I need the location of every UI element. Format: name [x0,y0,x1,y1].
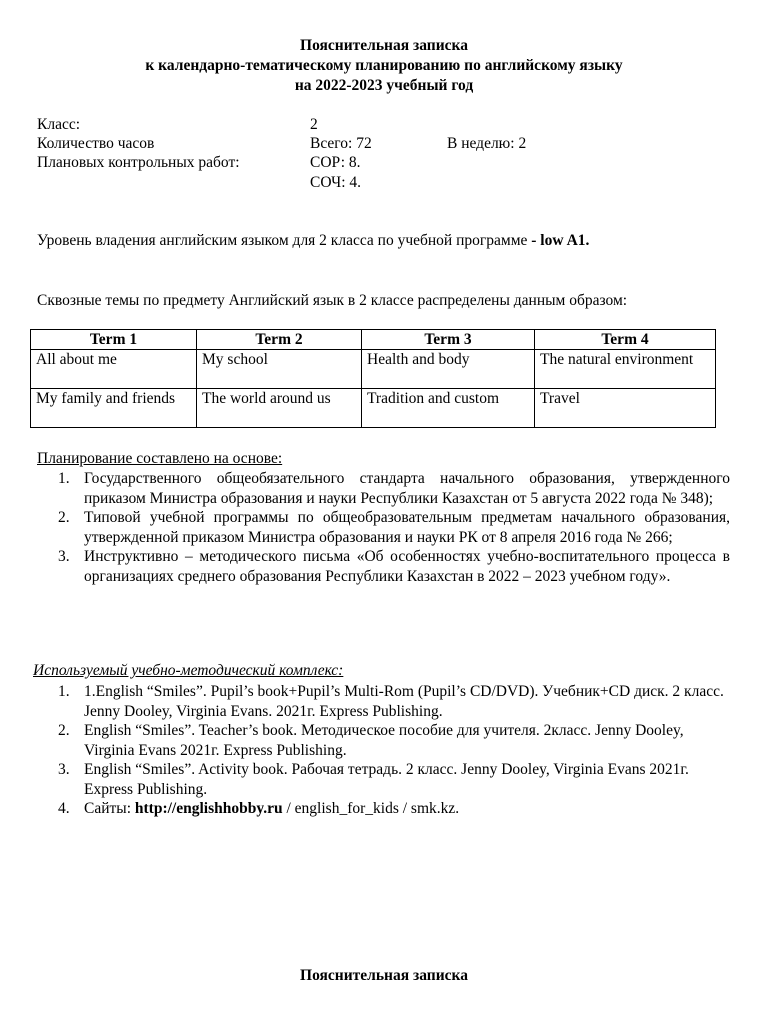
list-number: 3. [58,761,70,778]
term-header: Term 1 [31,330,197,350]
complex-heading: Используемый учебно-методический комплекс: [33,662,344,679]
basis-list [0,469,730,586]
hours-total: Всего: 72 [310,135,372,152]
list-text: Государственного общеобязательного стандарта начального образования, утвержденного приказом Министра образования и науки Республики Казахстан от 5 августа 2022 года № 348); [84,470,730,507]
list-item [0,760,730,799]
sites-prefix: Сайты: [84,800,135,817]
list-item [0,508,730,547]
terms-table [30,329,716,428]
level-value: - low A1. [531,232,590,249]
table-cell: My school [197,350,362,389]
list-number: 1. [58,470,70,487]
list-text: 1.English “Smiles”. Pupil’s book+Pupil’s Multi-Rom (Pupil’s CD/DVD). Учебник+CD диск. 2 класс. Jenny Dooley, Virginia Evans. 2021г. Express Publishing. [84,683,724,720]
table-cell: My family and friends [31,389,197,428]
hours-week: В неделю: 2 [447,135,527,152]
next-page-title: Пояснительная записка [300,967,468,984]
title-line-1: Пояснительная записка [300,37,468,54]
table-row [31,389,716,428]
soch-count: СОЧ: 4. [310,174,362,191]
list-item [0,547,730,586]
table-cell: Health and body [362,350,535,389]
list-number: 3. [58,548,70,565]
list-item [0,469,730,508]
list-item [0,682,730,721]
table-row [31,350,716,389]
list-text: Инструктивно – методического письма «Об особенностях учебно-воспитательного процесса в организациях среднего образования Республики Казахстан в 2022 – 2023 учебном году». [84,548,730,585]
title-line-2: к календарно-тематическому планированию по английскому языку [145,57,623,74]
term-header: Term 4 [535,330,716,350]
hours-label: Количество часов [37,135,155,152]
list-text: English “Smiles”. Teacher’s book. Методическое пособие для учителя. 2класс. Jenny Dooley, Virginia Evans 2021г. Express Publishing. [84,722,684,759]
list-number: 1. [58,683,70,700]
term-header: Term 3 [362,330,535,350]
class-label: Класс: [37,116,81,133]
sites-rest: / english_for_kids / smk.kz. [282,800,460,817]
list-number: 4. [58,800,70,817]
complex-list [0,682,730,819]
table-cell: The world around us [197,389,362,428]
list-text: Типовой учебной программы по общеобразовательным предметам начального образования, утвержденной приказом Министра образования и науки РК от 8 апреля 2016 года № 266; [84,509,730,546]
term-header: Term 2 [197,330,362,350]
list-text: English “Smiles”. Activity book. Рабочая тетрадь. 2 класс. Jenny Dooley, Virginia Evans 2021г. Express Publishing. [84,761,689,798]
list-number: 2. [58,722,70,739]
table-cell: Tradition and custom [362,389,535,428]
title-line-3: на 2022-2023 учебный год [294,77,474,94]
table-cell: Travel [535,389,716,428]
level-text: Уровень владения английским языком для 2 класса по учебной программе [37,232,532,249]
sites-link[interactable]: http://englishhobby.ru [134,800,283,817]
level-statement [37,231,589,251]
class-value: 2 [310,116,318,133]
list-number: 2. [58,509,70,526]
basis-heading: Планирование составлено на основе: [37,450,283,467]
table-cell: All about me [31,350,197,389]
table-cell: The natural environment [535,350,716,389]
document-title [0,36,768,96]
sor-count: СОР: 8. [310,154,361,171]
list-item [0,799,730,819]
tests-label: Плановых контрольных работ: [37,154,240,171]
list-item [0,721,730,760]
terms-header-row [31,330,716,350]
topics-intro: Сквозные темы по предмету Английский язык в 2 классе распределены данным образом: [37,292,628,309]
